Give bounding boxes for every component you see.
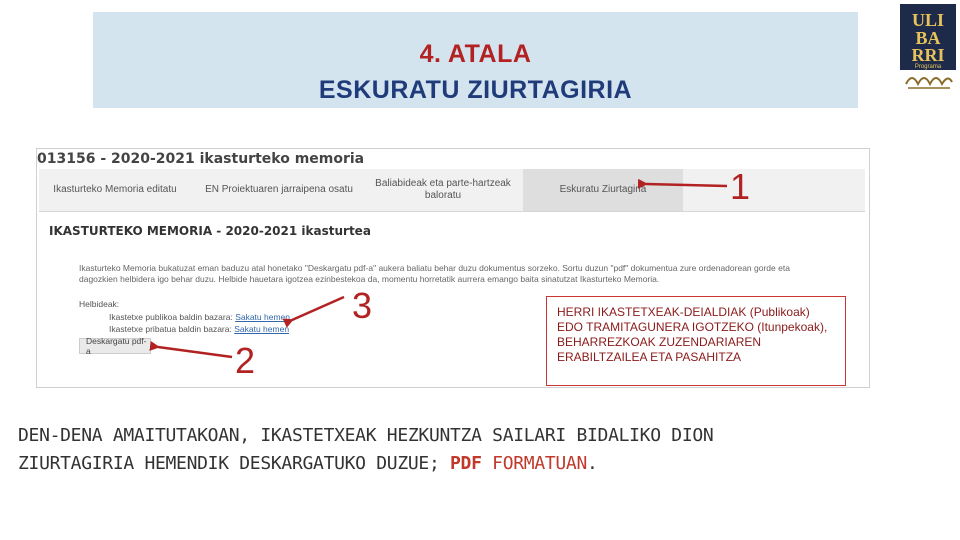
credentials-note: HERRI IKASTETXEAK-DEIALDIAK (Publikoak) EDO TRAMITAGUNERA IGOTZEKO (Itunpekoak), BEHARREZKOAK ZUZENDARIAREN ERABILTZAILEA ETA PASAHITZA	[546, 296, 846, 386]
link-prefix: Ikastetxe pribatua baldin bazara:	[109, 324, 232, 334]
format-highlight: FORMATUAN	[481, 453, 588, 474]
pdf-highlight: PDF	[450, 453, 482, 474]
memoria-description: Ikasturteko Memoria bukatuzat eman baduzu atal honetako "Deskargatu pdf-a" aukera baliatu behar duzu dokumentus sorzeko. Sortu duzun "pdf" dokumentua zure ordenadorean gorde eta dagozkien helbidera igo behar duzu. Helbide hauetara igotzea ezinbestekoa da, momentu horretatik aurrera emango baita sinatutzat Ikasturteko Memoria.	[79, 263, 790, 284]
footer-line-1: DEN-DENA AMAITUTAKOAN, IKASTETXEAK HEZKUNTZA SAILARI BIDALIKO DION	[18, 425, 714, 446]
private-school-link[interactable]: Sakatu hemen	[234, 324, 290, 334]
svg-text:Programa: Programa	[914, 64, 942, 70]
tab-edit-memoria[interactable]: Ikasturteko Memoria editatu	[53, 184, 177, 195]
callout-number-3: 3	[352, 285, 373, 326]
memoria-section-title: IKASTURTEKO MEMORIA - 2020-2021 ikasturtea	[49, 224, 371, 238]
svg-text:RRI: RRI	[911, 45, 945, 65]
title-banner	[93, 12, 858, 108]
section-number-title: 4. ATALA	[419, 40, 532, 68]
footer-period: .	[587, 453, 598, 474]
ulibarri-logo	[898, 2, 958, 94]
tab-eskuratu-ziurtagiria[interactable]: Eskuratu Ziurtagiria	[523, 169, 683, 211]
link-prefix: Ikastetxe publikoa baldin bazara:	[109, 312, 233, 322]
public-school-link[interactable]: Sakatu hemen	[235, 312, 291, 322]
svg-text:ULI: ULI	[911, 10, 945, 30]
svg-text:BA: BA	[915, 28, 941, 48]
memoria-heading: 013156 - 2020-2021 ikasturteko memoria	[37, 151, 365, 167]
link-row-private	[109, 324, 289, 334]
callout-number-2: 2	[235, 340, 256, 381]
footer-line-2-text: ZIURTAGIRIA HEMENDIK DESKARGATUKO DUZUE;	[18, 453, 451, 474]
link-row-public	[109, 312, 290, 322]
footer-instructions	[18, 422, 713, 478]
footer-line-2	[18, 450, 713, 478]
tab-en-proiektua[interactable]: EN Proiektuaren jarraipena osatu	[205, 184, 353, 195]
download-pdf-button[interactable]: Deskargatu pdf-a	[79, 338, 151, 354]
tab-baliabideak[interactable]: Baliabideak eta parte-hartzeak baloratu	[375, 178, 511, 201]
links-label: Helbideak:	[79, 299, 120, 309]
callout-number-1: 1	[730, 166, 751, 207]
page-title: ESKURATU ZIURTAGIRIA	[318, 76, 633, 104]
